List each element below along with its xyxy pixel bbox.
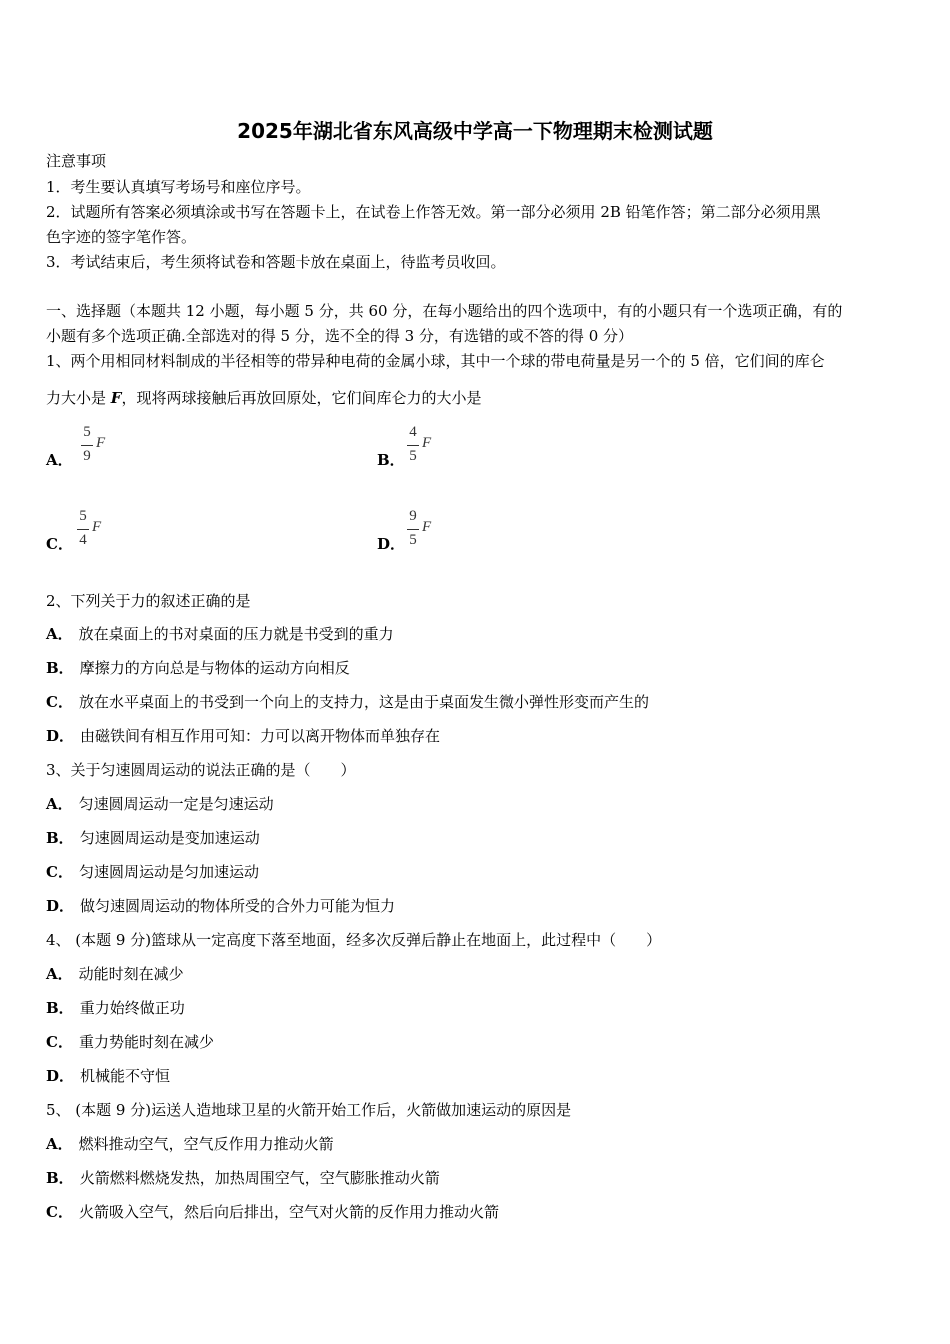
numerator: 4 [409,424,417,440]
option-label: B． [46,1169,74,1187]
option-label: A． [46,1135,73,1153]
stem-text: 力大小是 [46,389,111,407]
notice-item: 色字迹的签字笔作答。 [46,228,197,246]
option-label: C． [46,1203,73,1221]
option-label: D． [46,1067,75,1085]
option-label: A． [46,795,73,813]
denominator: 9 [83,448,91,464]
q1-option-d-label: D． [377,535,406,553]
option-label: B． [46,829,74,847]
question-1-stem-cont [46,389,481,407]
option-label: D． [46,897,75,915]
question-4-stem: 4、 (本题 9 分)篮球从一定高度下落至地面，经多次反弹后静止在地面上，此过程中（ ） [46,931,662,949]
force-variable: F [110,389,122,407]
option-text: 匀速圆周运动是变加速运动 [79,829,260,847]
q5-option-a [46,1135,334,1153]
numerator: 9 [409,508,417,524]
option-text: 火箭吸入空气，然后向后排出，空气对火箭的反作用力推动火箭 [78,1203,499,1221]
denominator: 5 [409,448,417,464]
q3-option-c [46,863,259,881]
option-text: 放在桌面上的书对桌面的压力就是书受到的重力 [78,625,394,643]
notice-item: 3．考试结束后，考生须将试卷和答题卡放在桌面上，待监考员收回。 [46,253,506,271]
option-text: 匀速圆周运动是匀加速运动 [78,863,259,881]
question-3-stem: 3、关于匀速圆周运动的说法正确的是（ ） [46,761,356,779]
variable: F [96,435,106,451]
variable: F [422,519,432,535]
q2-option-c [46,693,649,711]
option-label: B． [46,659,74,677]
q1-option-a-label: A． [46,451,73,469]
denominator: 5 [409,532,417,548]
option-label: B． [46,999,74,1017]
numerator: 5 [83,424,91,440]
q1-option-c-label: C． [46,535,73,553]
variable: F [422,435,432,451]
option-text: 机械能不守恒 [80,1067,171,1085]
option-label: C． [46,863,73,881]
denominator: 4 [79,532,87,548]
q4-option-d [46,1067,170,1085]
q3-option-b [46,829,260,847]
option-text: 摩擦力的方向总是与物体的运动方向相反 [79,659,350,677]
section-header: 小题有多个选项正确.全部选对的得 5 分，选不全的得 3 分，有选错的或不答的得 0 分） [46,327,634,345]
notice-item: 1．考生要认真填写考场号和座位序号。 [46,178,311,196]
option-text: 火箭燃料燃烧发热，加热周围空气，空气膨胀推动火箭 [79,1169,440,1187]
q5-option-c [46,1203,499,1221]
option-text: 由磁铁间有相互作用可知：力可以离开物体而单独存在 [80,727,441,745]
option-text: 动能时刻在减少 [78,965,184,983]
page-title: 2025年湖北省东风高级中学高一下物理期末检测试题 [237,119,713,143]
fraction-bar [407,529,419,530]
q2-option-a [46,625,394,643]
option-label: A． [46,625,73,643]
option-label: C． [46,1033,73,1051]
q3-option-d [46,897,395,915]
option-text: 匀速圆周运动一定是匀速运动 [78,795,274,813]
numerator: 5 [79,508,87,524]
question-1-stem: 1、两个用相同材料制成的半径相等的带异种电荷的金属小球，其中一个球的带电荷量是另一个的 5 倍，它们间的库仑 [46,352,825,370]
option-text: 重力始终做正功 [79,999,185,1017]
question-2-stem: 2、下列关于力的叙述正确的是 [46,592,251,610]
q3-option-a [46,795,274,813]
option-text: 放在水平桌面上的书受到一个向上的支持力，这是由于桌面发生微小弹性形变而产生的 [78,693,649,711]
q4-option-b [46,999,185,1017]
option-label: A． [46,965,73,983]
option-label: C． [46,693,73,711]
q4-option-c [46,1033,214,1051]
variable: F [92,519,102,535]
fraction-bar [407,445,419,446]
fraction-bar [77,529,89,530]
question-5-stem: 5、 (本题 9 分)运送人造地球卫星的火箭开始工作后，火箭做加速运动的原因是 [46,1101,572,1119]
stem-text: ，现将两球接触后再放回原处，它们间库仑力的大小是 [121,389,482,407]
notice-heading: 注意事项 [46,152,107,170]
q1-option-b-label: B． [377,451,405,469]
fraction-bar [81,445,93,446]
q4-option-a [46,965,184,983]
option-label: D． [46,727,75,745]
q2-option-b [46,659,350,677]
section-header: 一、选择题（本题共 12 小题，每小题 5 分，共 60 分，在每小题给出的四个选项中，有的小题只有一个选项正确，有的 [46,302,843,320]
option-text: 做匀速圆周运动的物体所受的合外力可能为恒力 [80,897,396,915]
option-text: 燃料推动空气，空气反作用力推动火箭 [78,1135,334,1153]
q5-option-b [46,1169,440,1187]
q2-option-d [46,727,440,745]
notice-item: 2．试题所有答案必须填涂或书写在答题卡上，在试卷上作答无效。第一部分必须用 2B 铅笔作答；第二部分必须用黑 [46,203,821,221]
option-text: 重力势能时刻在减少 [78,1033,214,1051]
